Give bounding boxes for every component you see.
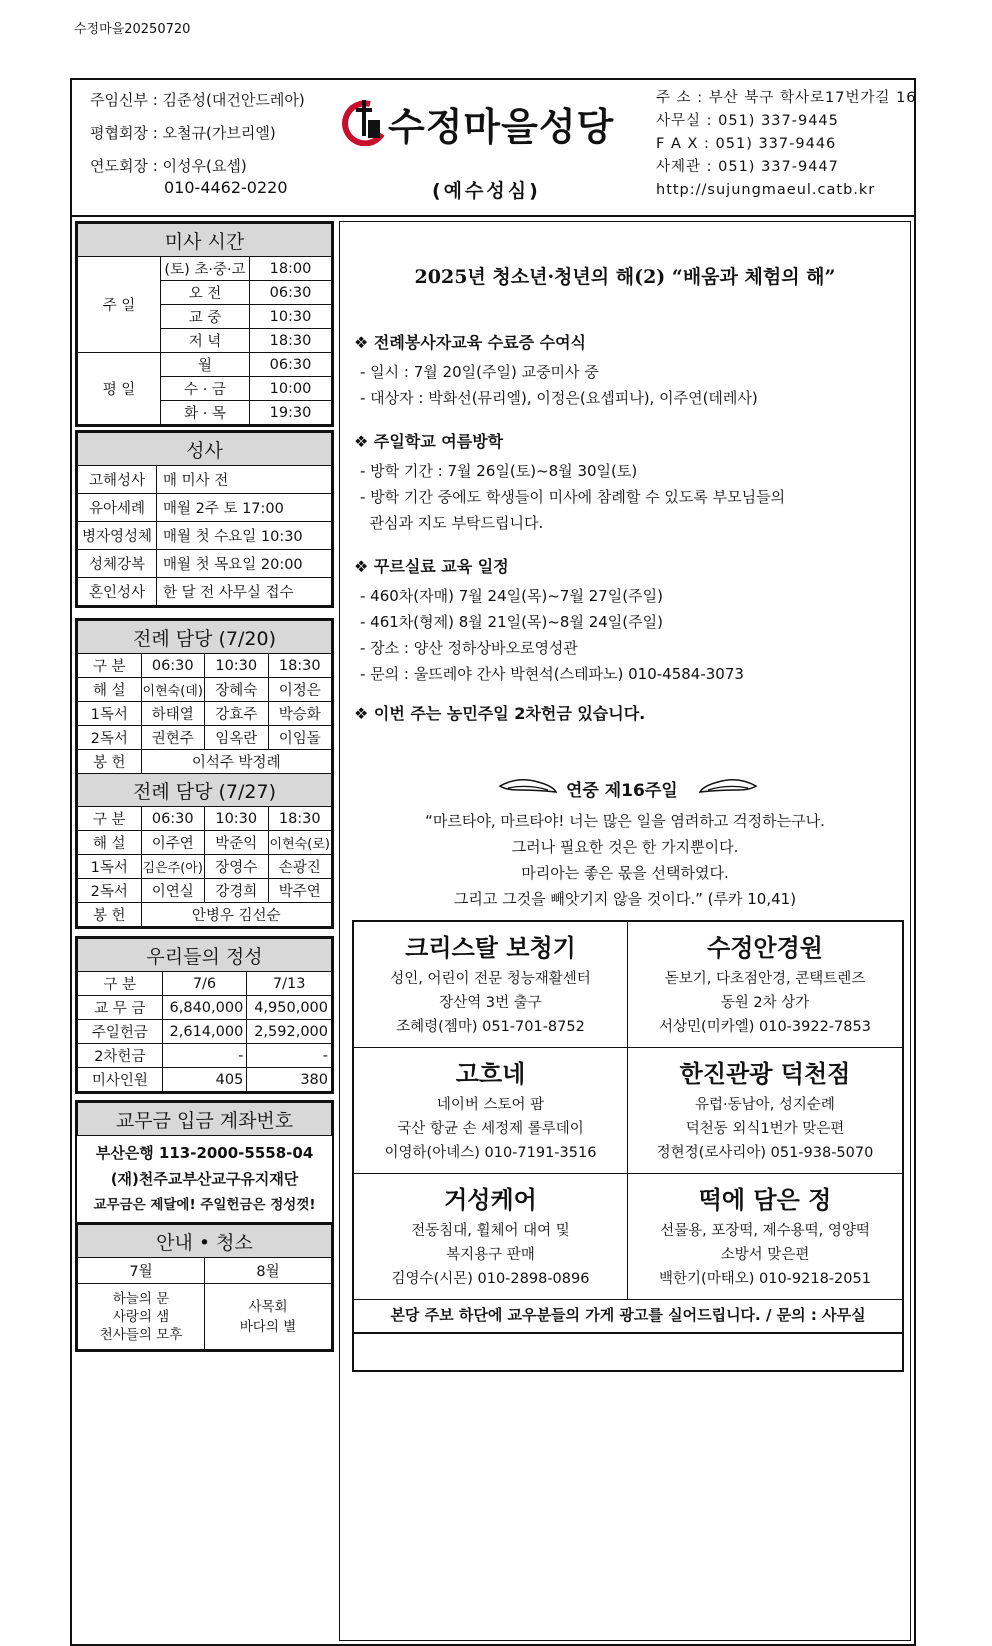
notice-title: ❖ 꾸르실료 교육 일정 [354, 557, 509, 576]
year-theme-headline: 2025년 청소년·청년의 해(2) “배움과 체험의 해” [414, 266, 836, 288]
ornament-right-icon [698, 776, 758, 796]
liturgy-role: 2독서 [78, 879, 142, 903]
offering-value: - [247, 1044, 332, 1068]
liturgy-person: 이현숙(로) [268, 831, 332, 855]
pastor: 주임신부 : 김준성(대건안드레아) [90, 91, 305, 109]
ad-card [628, 922, 902, 1048]
sacrament-name: 성체강복 [78, 550, 157, 578]
liturgy-roles-box [75, 618, 334, 929]
ad-card [354, 922, 628, 1048]
notice-item: - 일시 : 7월 20일(주일) 교중미사 중 [360, 363, 599, 381]
mass-slot: (토) 초·중·고 [161, 257, 250, 281]
offering-value: 2,614,000 [162, 1020, 247, 1044]
account-holder: (재)천주교부산교구유지재단 [110, 1170, 299, 1188]
liturgy-head: 06:30 [141, 807, 205, 831]
sacrament-time: 매월 첫 수요일 10:30 [157, 522, 332, 550]
notice-title: ❖ 전례봉사자교육 수료증 수여식 [354, 333, 586, 352]
sacrament-time: 한 달 전 사무실 접수 [157, 578, 332, 606]
sacrament-name: 유아세례 [78, 494, 157, 522]
ad-name: 고흐네 [455, 1060, 526, 1088]
offering-value: 6,840,000 [162, 996, 247, 1020]
ad-name: 크리스탈 보청기 [405, 934, 576, 962]
notice-item: - 방학 기간 : 7월 26일(토)~8월 30일(토) [360, 462, 638, 480]
fax: F A X : 051) 337-9446 [656, 136, 837, 152]
mass-time: 06:30 [250, 353, 332, 377]
gospel-line: “마르타야, 마르타야! 너는 많은 일을 염려하고 걱정하는구나. [425, 812, 825, 830]
notice-item: - 대상자 : 박화선(뮤리엘), 이정은(요셉피나), 이주연(데레사) [360, 389, 758, 407]
gospel-line: 그리고 그것을 빼앗기지 않을 것이다.” (루카 10,41) [453, 890, 797, 908]
notice-item: - 문의 : 울뜨레야 간사 박현석(스테파노) 010-4584-3073 [360, 665, 744, 683]
account-box [75, 1100, 334, 1224]
liturgy-person: 이임돌 [268, 726, 332, 750]
sacrament-name: 고해성사 [78, 466, 157, 494]
offering-label: 미사인원 [78, 1068, 163, 1092]
ad-line: 선물용, 포장떡, 제수용떡, 영양떡 [660, 1223, 870, 1239]
liturgy-head: 10:30 [205, 807, 269, 831]
prayer-president: 연도회장 : 이성우(요셉) [90, 157, 247, 175]
notice-item: - 장소 : 양산 정하상바오로영성관 [360, 639, 578, 657]
mass-slot: 오 전 [161, 281, 250, 305]
header-contact [656, 87, 917, 202]
offering-value: 405 [162, 1068, 247, 1092]
ad-line: 복지용구 판매 [446, 1247, 535, 1263]
liturgy-role: 해 설 [78, 831, 142, 855]
liturgy-role: 1독서 [78, 702, 142, 726]
liturgy-person: 임옥란 [205, 726, 269, 750]
ad-card [354, 1048, 628, 1174]
cleaning-title: 안내 • 청소 [78, 1225, 332, 1258]
notice-title: ❖ 이번 주는 농민주일 2차헌금 있습니다. [354, 704, 646, 723]
ad-line: 정현정(로사리아) 051-938-5070 [656, 1145, 874, 1161]
rectory-phone: 사제관 : 051) 337-9447 [656, 159, 839, 175]
sunday-label: 주 일 [78, 257, 161, 353]
liturgy-person: 강경희 [205, 879, 269, 903]
offering-label: 주일헌금 [78, 1020, 163, 1044]
liturgy-person: 이연실 [141, 879, 205, 903]
mass-slot: 저 녁 [161, 329, 250, 353]
mass-slot: 교 중 [161, 305, 250, 329]
liturgy-role: 해 설 [78, 678, 142, 702]
website-link[interactable]: http://sujungmaeul.catb.kr [656, 182, 876, 198]
mass-time: 06:30 [250, 281, 332, 305]
sacraments-box [75, 430, 334, 608]
liturgy-person: 박준익 [205, 831, 269, 855]
ad-line: 국산 항균 손 세정제 롤루데이 [397, 1121, 584, 1137]
parish-title: 수정마을성당 [388, 105, 615, 149]
offering-persons: 이석주 박정례 [141, 750, 332, 774]
account-note: 교무금은 제달에! 주일헌금은 정성껏! [93, 1197, 316, 1213]
liturgy2-title: 전례 담당 (7/27) [78, 774, 332, 807]
liturgy-person: 이주연 [141, 831, 205, 855]
liturgy-head: 18:30 [268, 807, 332, 831]
sunday-name: 연중 제16주일 [566, 781, 678, 801]
liturgy1-title: 전례 담당 (7/20) [78, 621, 332, 654]
offering-head: 7/6 [162, 972, 247, 996]
cleaning-group: 하늘의 문 [112, 1290, 170, 1307]
notice-item: - 460차(자매) 7월 24일(목)~7월 27일(주일) [360, 587, 663, 605]
feast-name: (예수성심) [432, 180, 541, 202]
sacrament-time: 매월 첫 목요일 20:00 [157, 550, 332, 578]
ad-line: 돋보기, 다초점안경, 콘택트렌즈 [664, 971, 866, 987]
offering-label: 2차헌금 [78, 1044, 163, 1068]
mass-time: 19:30 [250, 401, 332, 425]
liturgy-role: 1독서 [78, 855, 142, 879]
ad-line: 소방서 맞은편 [720, 1247, 810, 1263]
mass-times-title: 미사 시간 [78, 224, 332, 257]
ad-line: 이영하(아녜스) 010-7191-3516 [384, 1145, 597, 1161]
cleaning-group: 사랑의 샘 [112, 1308, 170, 1325]
offering-head: 7/13 [247, 972, 332, 996]
ad-line: 조혜령(젬마) 051-701-8752 [396, 1019, 585, 1035]
liturgy-head: 10:30 [205, 654, 269, 678]
mass-times-box [75, 221, 334, 427]
liturgy-role: 봉 헌 [78, 903, 142, 927]
mass-time: 18:30 [250, 329, 332, 353]
offering-value: - [162, 1044, 247, 1068]
offerings-box [75, 936, 334, 1094]
ad-line: 장산역 3번 출구 [439, 995, 542, 1011]
bank-account: 부산은행 113-2000-5558-04 [95, 1144, 314, 1162]
ad-card [628, 1048, 902, 1174]
ad-line: 성인, 어린이 전문 청능재활센터 [390, 971, 591, 987]
offering-persons: 안병우 김선순 [141, 903, 332, 927]
ad-name: 거성케어 [444, 1186, 537, 1214]
offering-value: 380 [247, 1068, 332, 1092]
ad-line: 동원 2차 상가 [720, 995, 810, 1011]
liturgy-head: 구 분 [78, 654, 142, 678]
liturgy-person: 장혜숙 [205, 678, 269, 702]
ad-line: 김영수(시몬) 010-2898-0896 [391, 1271, 590, 1287]
offering-label: 교 무 금 [78, 996, 163, 1020]
liturgy-person: 박주연 [268, 879, 332, 903]
address: 주 소 : 부산 북구 학사로17번가길 16 [656, 90, 917, 106]
liturgy-person: 손광진 [268, 855, 332, 879]
ad-line: 네이버 스토어 팜 [436, 1097, 545, 1113]
mass-time: 10:30 [250, 305, 332, 329]
mass-slot: 월 [161, 353, 250, 377]
mass-time: 18:00 [250, 257, 332, 281]
prayer-phone: 010-4462-0220 [164, 178, 288, 197]
liturgy-person: 장영수 [205, 855, 269, 879]
liturgy-person: 김은주(아) [141, 855, 205, 879]
sacrament-time: 매 미사 전 [157, 466, 332, 494]
liturgy-person: 이현숙(데) [141, 678, 205, 702]
sacrament-time: 매월 2주 토 17:00 [157, 494, 332, 522]
cleaning-group: 천사들의 모후 [99, 1326, 183, 1343]
church-logo-icon [342, 96, 386, 146]
office-phone: 사무실 : 051) 337-9445 [656, 113, 839, 129]
liturgy-person: 박승화 [268, 702, 332, 726]
announcements [354, 330, 904, 724]
liturgy-person: 강효주 [205, 702, 269, 726]
header-staff [90, 90, 305, 198]
sacraments-title: 성사 [78, 433, 332, 466]
mass-slot: 수 · 금 [161, 377, 250, 401]
notice-item: - 방학 기간 중에도 학생들이 미사에 참례할 수 있도록 부모님들의 [360, 488, 786, 506]
cleaning-month: 7월 [78, 1258, 205, 1284]
header-divider [70, 215, 916, 217]
cleaning-group: 사목회 [248, 1298, 288, 1315]
offerings-title: 우리들의 정성 [78, 939, 332, 972]
mass-time: 10:00 [250, 377, 332, 401]
notice-title: ❖ 주일학교 여름방학 [354, 432, 504, 451]
mass-slot: 화 · 목 [161, 401, 250, 425]
ad-notice: 본당 주보 하단에 교우분들의 가게 광고를 실어드립니다. / 문의 : 사무실 [352, 1298, 904, 1334]
cleaning-group: 바다의 별 [239, 1318, 297, 1335]
liturgy-role: 봉 헌 [78, 750, 142, 774]
liturgy-head: 18:30 [268, 654, 332, 678]
ad-card [628, 1174, 902, 1300]
ad-card [354, 1174, 628, 1300]
notice-item: 관심과 지도 부탁드립니다. [360, 514, 544, 532]
cleaning-box [75, 1222, 334, 1352]
cleaning-month: 8월 [205, 1258, 332, 1284]
weekday-label: 평 일 [78, 353, 161, 425]
sacrament-name: 병자영성체 [78, 522, 157, 550]
council-president: 평협회장 : 오철규(가브리엘) [90, 124, 276, 142]
ad-name: 수정안경원 [707, 934, 823, 962]
ornament-left-icon [498, 776, 558, 796]
ad-line: 전동침대, 휠체어 대여 및 [411, 1223, 570, 1239]
liturgy-role: 2독서 [78, 726, 142, 750]
liturgy-head: 06:30 [141, 654, 205, 678]
file-id: 수정마을20250720 [74, 22, 191, 37]
liturgy-head: 구 분 [78, 807, 142, 831]
ad-name: 떡에 담은 정 [698, 1186, 832, 1214]
gospel-line: 그러나 필요한 것은 한 가지뿐이다. [511, 838, 739, 856]
liturgy-person: 하태열 [141, 702, 205, 726]
account-title: 교무금 입금 계좌번호 [78, 1103, 332, 1136]
gospel-quote [339, 808, 911, 912]
offering-head: 구 분 [78, 972, 163, 996]
ad-line: 서상민(미카엘) 010-3922-7853 [659, 1019, 871, 1035]
notice-item: - 461차(형제) 8월 21일(목)~8월 24일(주일) [360, 613, 663, 631]
liturgy-person: 권현주 [141, 726, 205, 750]
ad-line: 덕천동 외식1번가 맞은편 [685, 1121, 845, 1137]
offering-value: 4,950,000 [247, 996, 332, 1020]
liturgy-person: 이정은 [268, 678, 332, 702]
offering-value: 2,592,000 [247, 1020, 332, 1044]
ad-line: 백한기(마태오) 010-9218-2051 [659, 1271, 871, 1287]
ad-name: 한진관광 덕천점 [679, 1060, 851, 1088]
gospel-line: 마리아는 좋은 몫을 선택하였다. [521, 864, 729, 882]
sacrament-name: 혼인성사 [78, 578, 157, 606]
ad-line: 유럽·동남아, 성지순례 [695, 1097, 835, 1113]
